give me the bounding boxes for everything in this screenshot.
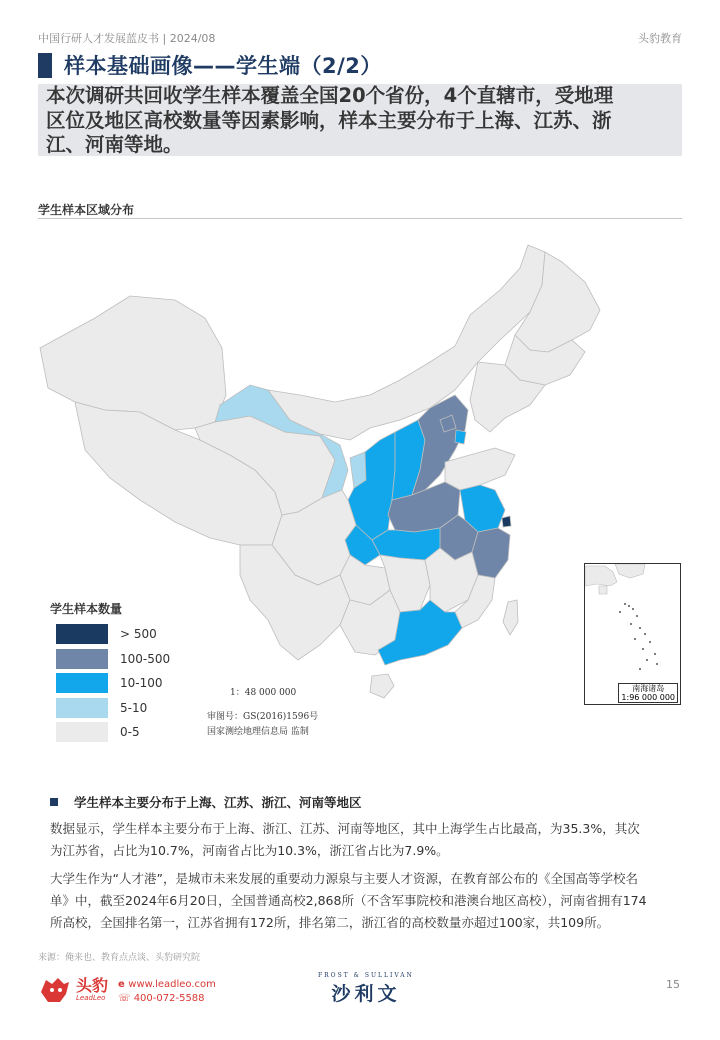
legend-item	[50, 696, 170, 721]
brand-name: 头豹	[76, 975, 109, 995]
region-taiwan	[503, 600, 518, 635]
paragraph-distribution	[50, 818, 682, 862]
legend-swatch	[56, 624, 108, 644]
map-caption: 学生样本区域分布	[38, 203, 135, 217]
legend-swatch	[56, 673, 108, 693]
region-tianjin	[455, 430, 466, 444]
phone-icon: ☏	[118, 993, 134, 1004]
source-note: 来源：俺来也、教育点点谈、头豹研究院	[38, 953, 201, 963]
paragraph-line: 大学生作为“人才港”，是城市未来发展的重要动力源泉与主要人才资源，在教育部公布的《全国高等学校名	[50, 871, 638, 886]
section-heading-text: 学生样本主要分布于上海、江苏、浙江、河南等地区	[74, 795, 362, 810]
partner-name-en: FROST & SULLIVAN	[318, 972, 414, 979]
region-shanghai	[502, 516, 511, 527]
leopard-head-icon	[38, 974, 72, 1004]
inset-scale: 1:96 000 000	[621, 693, 675, 702]
map-scale: 1：48 000 000	[230, 688, 297, 698]
page-number: 15	[666, 978, 680, 991]
title-accent-bar	[38, 53, 52, 78]
approval-number: 审图号：GS(2016)1596号	[207, 712, 319, 722]
paragraph-line: 单》中，截至2024年6月20日，全国普通高校2,868所（不含军事院校和港澳台地区高校），河南省拥有174	[50, 893, 647, 908]
paragraph-line: 所高校，全国排名第一，江苏省拥有172所，排名第二，浙江省的高校数量亦超过100家，共109所。	[50, 915, 610, 930]
web-icon: e	[118, 979, 129, 990]
map-approval	[207, 710, 318, 740]
region-xinjiang	[40, 296, 226, 430]
inset-label	[618, 683, 678, 703]
leadleo-logo	[38, 974, 108, 1004]
legend-item	[50, 647, 170, 672]
paragraph-line: 数据显示，学生样本主要分布于上海、浙江、江苏、河南等地区，其中上海学生占比最高，为35.3%，其次	[50, 821, 640, 836]
legend-label: 100-500	[120, 651, 171, 666]
summary-line: 本次调研共回收学生样本覆盖全国20个省份，4个直辖市，受地理	[46, 84, 614, 107]
brand-name-en: LeadLeo	[76, 993, 106, 1002]
south-china-sea-inset	[584, 563, 681, 705]
region-hainan	[370, 674, 394, 698]
contact-info	[118, 978, 216, 1006]
inset-title: 南海诸岛	[632, 684, 665, 693]
legend-swatch	[56, 649, 108, 669]
summary-line: 区位及地区高校数量等因素影响，样本主要分布于上海、江苏、浙	[46, 108, 612, 132]
summary-box	[38, 84, 682, 156]
page-title-row	[38, 52, 382, 78]
legend-item	[50, 671, 170, 696]
square-bullet-icon	[50, 798, 58, 806]
frost-sullivan-logo	[318, 972, 414, 1006]
page-title: 样本基础画像——学生端（2/2）	[64, 54, 382, 78]
region-zhejiang	[472, 528, 510, 578]
brand-header: 头豹教育	[638, 32, 682, 45]
map-legend	[50, 600, 170, 745]
report-title-header: 中国行研人才发展蓝皮书 | 2024/08	[38, 32, 216, 45]
section-heading	[50, 793, 362, 811]
legend-label: > 500	[120, 627, 157, 642]
website-link[interactable]: e www.leadleo.com	[118, 979, 216, 990]
paragraph-universities	[50, 868, 682, 934]
summary-line: 江、河南等地。	[46, 133, 183, 156]
legend-item	[50, 720, 170, 745]
legend-item	[50, 622, 170, 647]
phone-number: ☏ 400-072-5588	[118, 993, 205, 1004]
paragraph-line: 为江苏省，占比为10.7%，河南省占比为10.3%，浙江省占比为7.9%。	[50, 843, 449, 858]
legend-title: 学生样本数量	[50, 602, 123, 616]
region-shandong	[445, 448, 515, 490]
legend-label: 5-10	[120, 700, 148, 715]
caption-divider	[38, 218, 682, 219]
legend-swatch	[56, 722, 108, 742]
legend-swatch	[56, 698, 108, 718]
legend-label: 0-5	[120, 725, 140, 740]
legend-label: 10-100	[120, 676, 163, 691]
approval-authority: 国家测绘地理信息局 监制	[207, 727, 309, 737]
partner-name-cn: 沙利文	[331, 983, 401, 1005]
